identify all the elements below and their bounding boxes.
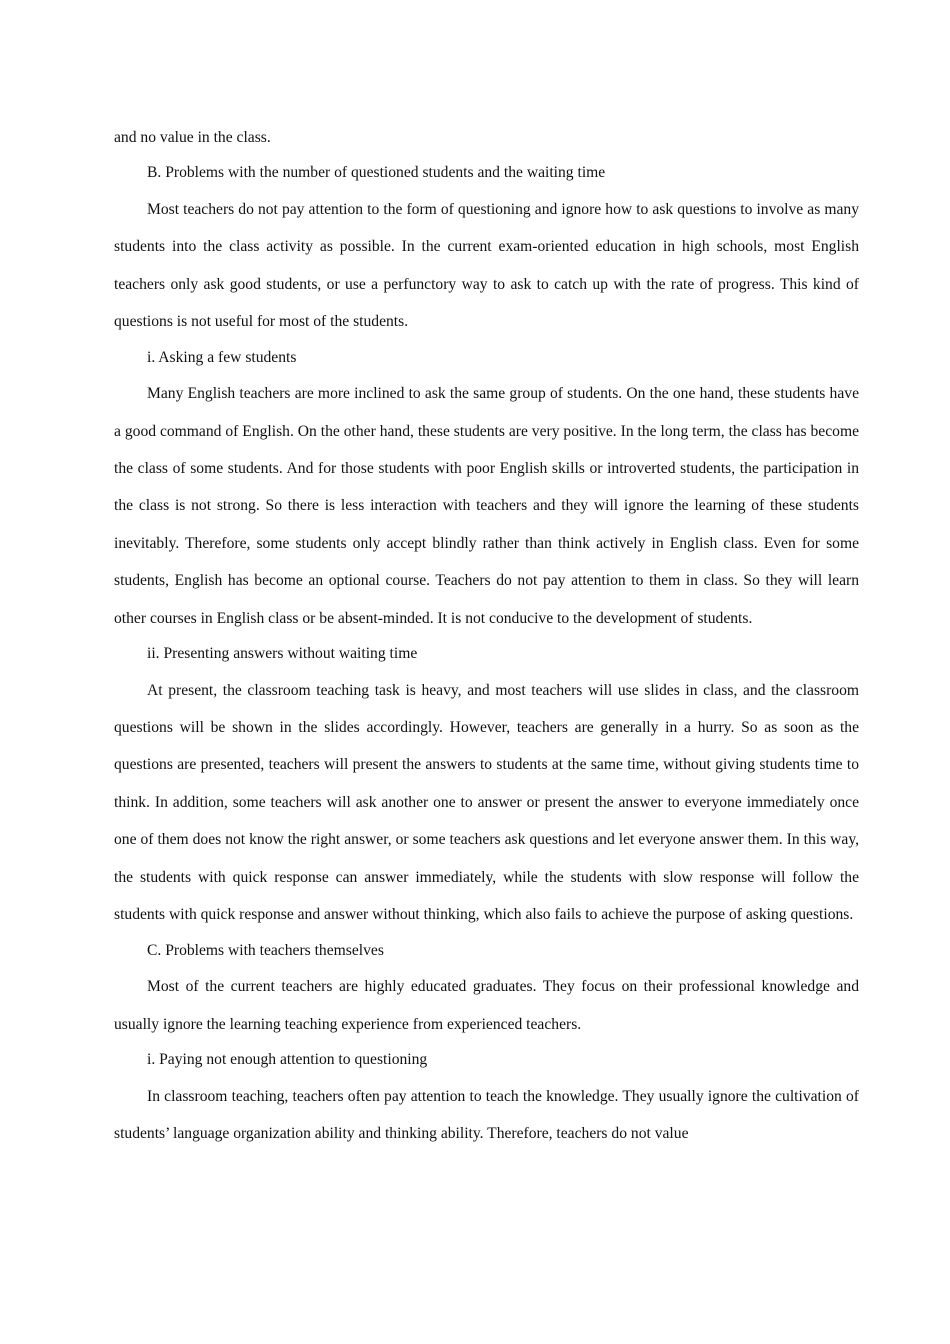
subsection-heading-asking-few-students: i. Asking a few students — [147, 348, 297, 366]
subsection-heading-waiting-time: ii. Presenting answers without waiting time — [147, 645, 418, 663]
paragraph-questioning-form: Most teachers do not pay attention to the form of questioning and ignore how to ask questions to involve as many students into the class activity as possible. In the current exam-oriented education in high schools, most English teachers only ask good students, or use a perfunctory way to ask to catch up with the rate of progress. This kind of questions is not useful for most of the students. — [114, 201, 859, 331]
paragraph-same-group-students: Many English teachers are more inclined to ask the same group of students. On the one hand, these students have a good command of English. On the other hand, these students are very positive. In the long term, the class has become the class of some students. And for those students with poor English skills or introverted students, the participation in the class is not strong. So there is less interaction with teachers and they will ignore the learning of these students inevitably. Therefore, some students only accept blindly rather than think actively in English class. Even for some students, English has become an optional course. Teachers do not pay attention to them in class. So they will learn other courses in English class or be absent-minded. It is not conducive to the development of students. — [114, 385, 859, 627]
paragraph-continuation: and no value in the class. — [114, 129, 271, 146]
paragraph-teaching-task-heavy: At present, the classroom teaching task is heavy, and most teachers will use slides in class, and the classroom questions will be shown in the slides accordingly. However, teachers are generally in a hurry. So as soon as the questions are presented, teachers will present the answers to students at the same time, without giving students time to think. In addition, some teachers will ask another one to answer or present the answer to everyone immediately once one of them does not know the right answer, or some teachers ask questions and let everyone answer them. In this way, the students with quick response can answer immediately, while the students with slow response will follow the students with quick response and answer without thinking, which also fails to achieve the purpose of asking questions. — [114, 681, 859, 924]
subsection-heading-attention-questioning: i. Paying not enough attention to questioning — [147, 1050, 428, 1068]
section-heading-b: B. Problems with the number of questioned students and the waiting time — [147, 164, 606, 182]
paragraph-educated-graduates: Most of the current teachers are highly educated graduates. They focus on their professional knowledge and usually ignore the learning teaching experience from experienced teachers. — [114, 978, 859, 1033]
section-heading-c: C. Problems with teachers themselves — [147, 941, 384, 959]
paragraph-classroom-teaching: In classroom teaching, teachers often pay attention to teach the knowledge. They usually ignore the cultivation of students’ language organization ability and thinking ability. Therefore, teachers do not value — [114, 1087, 859, 1142]
document-body — [114, 119, 859, 1152]
